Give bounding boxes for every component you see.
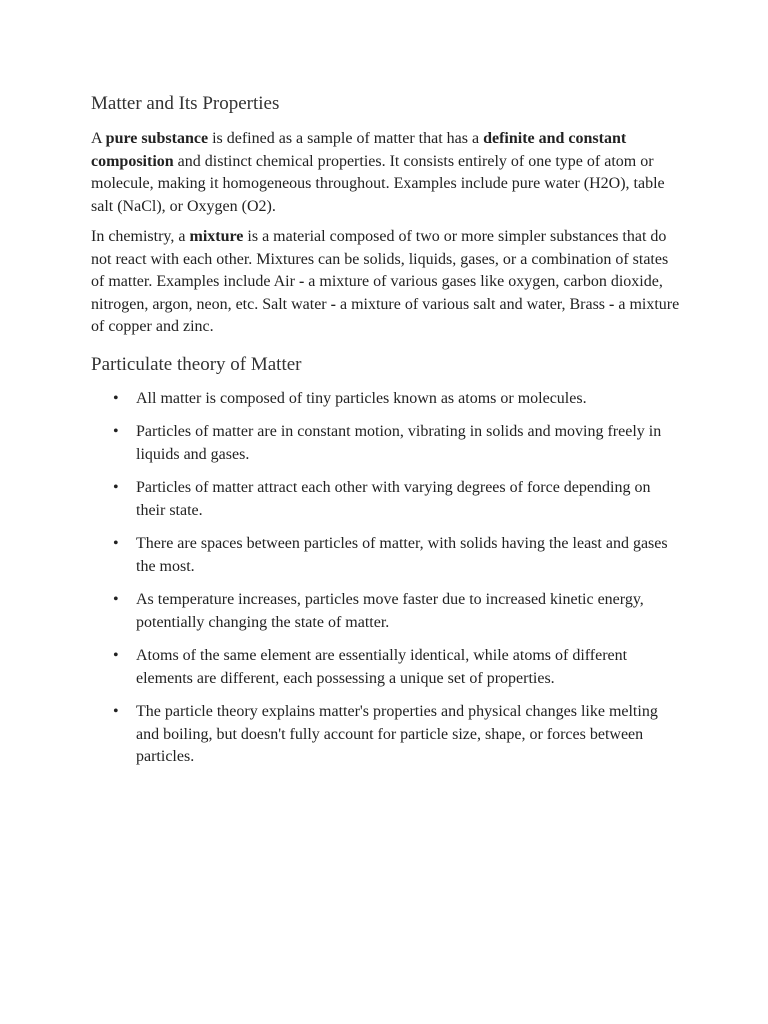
bullet-icon: • xyxy=(113,479,119,496)
bold-dash: - xyxy=(609,295,615,313)
bold-term-pure-substance: pure substance xyxy=(105,130,209,147)
text-run: and distinct chemical properties. It consists entirely of one type of atom or molecule, making it homogeneous throughout. Examples include pure water (H2O), table salt (NaCl), or Oxygen (O2). xyxy=(91,152,665,215)
bold-term-mixture: mixture xyxy=(189,228,244,245)
paragraph-mixture xyxy=(91,226,682,339)
bullet-icon: • xyxy=(113,535,119,552)
text-run: is a material composed of two or more simpler substances that do not react with each other. Mixtures can be solids, liquids, gases, or a combination of states of matter. Examples include Air xyxy=(91,228,669,290)
list-item-text: All matter is composed of tiny particles known as atoms or molecules. xyxy=(136,389,587,407)
list-item-text: The particle theory explains matter's properties and physical changes like melting and boiling, but doesn't fully account for particle size, shape, or forces between particles. xyxy=(136,703,658,765)
text-run: A xyxy=(91,130,106,147)
bold-dash: - xyxy=(298,273,305,290)
text-run: In chemistry, a xyxy=(91,228,190,245)
list-item xyxy=(113,477,682,522)
heading-matter-properties: Matter and Its Properties xyxy=(91,93,280,114)
list-item xyxy=(113,589,682,634)
bold-dash: - xyxy=(330,295,336,313)
list-item-text: Particles of matter are in constant motion, vibrating in solids and moving freely in liquids and gases. xyxy=(136,423,662,463)
text-run: a mixture of various gases like oxygen, carbon dioxide, nitrogen, argon, neon, etc. Salt water xyxy=(91,273,663,313)
heading-particulate-theory: Particulate theory of Matter xyxy=(91,353,302,375)
bullet-icon: • xyxy=(113,647,119,664)
particle-theory-list xyxy=(91,388,682,769)
text-run: a mixture of copper and zinc. xyxy=(91,295,680,335)
list-item xyxy=(113,421,682,466)
bullet-icon: • xyxy=(113,423,119,440)
bullet-icon: • xyxy=(113,703,119,720)
bullet-icon: • xyxy=(113,591,119,608)
list-item xyxy=(113,388,682,411)
list-item-text: Atoms of the same element are essentially identical, while atoms of different elements are different, each possessing a unique set of properties. xyxy=(136,647,628,687)
paragraph-pure-substance xyxy=(91,128,682,218)
list-item-text: There are spaces between particles of matter, with solids having the least and gases the most. xyxy=(136,535,668,575)
list-item-text: As temperature increases, particles move faster due to increased kinetic energy, potentially changing the state of matter. xyxy=(136,591,644,631)
list-item xyxy=(113,701,682,769)
list-item-text: Particles of matter attract each other with varying degrees of force depending on their state. xyxy=(136,479,651,519)
bold-term-definite-composition: definite and constant composition xyxy=(91,130,627,170)
list-item xyxy=(113,645,682,690)
list-item xyxy=(113,533,682,578)
bullet-icon: • xyxy=(113,389,119,407)
text-run: a mixture of various salt and water, Brass xyxy=(335,295,610,313)
text-run: is defined as a sample of matter that has a xyxy=(208,130,484,147)
